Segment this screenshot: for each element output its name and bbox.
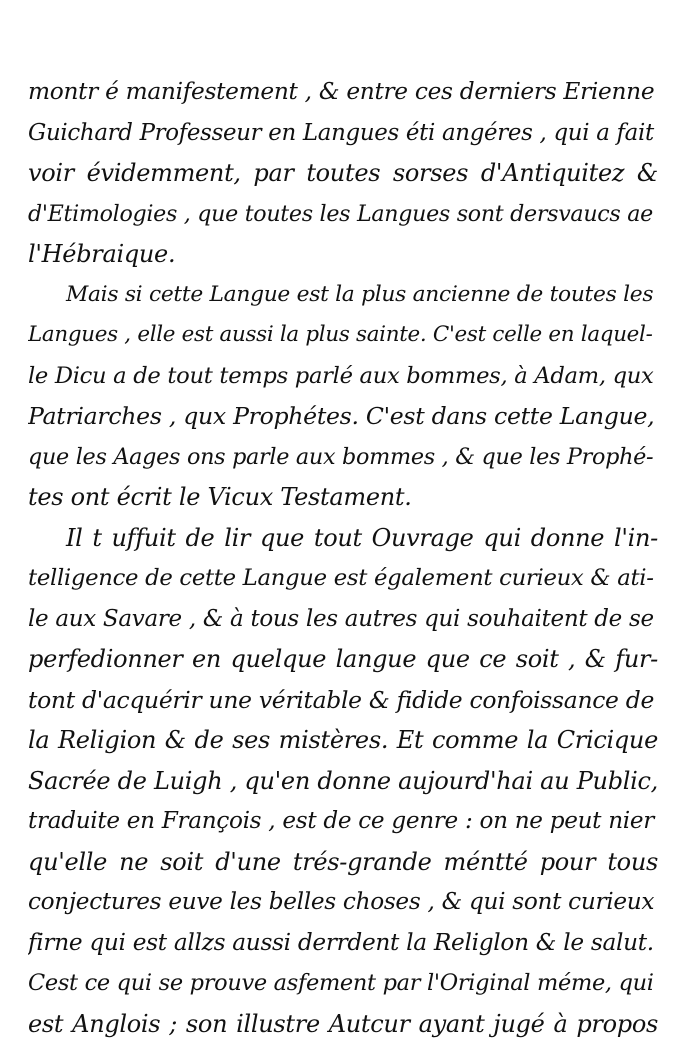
text-line-15: perfedionner en quelque langue que ce soit , & fur- [28, 639, 658, 680]
text-line-7: Langues , elle est aussi la plus sainte. C'est celle en laquel- [28, 315, 658, 356]
text-line-14: le aux Savare , & à tous les autres qui souhaitent de se [28, 599, 658, 640]
text-line-5: l'Hébraique. [28, 234, 658, 275]
text-line-9: Patriarches , qux Prophétes. C'est dans cette Langue, [28, 396, 658, 437]
text-line-6: Mais si cette Langue est la plus ancienne de toutes les [28, 275, 658, 316]
text-line-4: d'Etimologies , que toutes les Langues sont dersvaucs ae [28, 194, 658, 235]
text-line-23: Cest ce qui se prouve asfement par l'Original méme, qui [28, 963, 658, 1004]
text-line-18: Sacrée de Luigh , qu'en donne aujourd'hai au Public, [28, 761, 658, 802]
text-line-3: voir évidemment, par toutes sorses d'Antiquitez & [28, 153, 658, 194]
text-line-20: qu'elle ne soit d'une trés-grande méntté pour tous [28, 842, 658, 883]
text-line-24: est Anglois ; son illustre Autcur ayant jugé à propos [28, 1004, 658, 1044]
text-line-10: que les Aages ons parle aux bommes , & que les Prophé- [28, 437, 658, 478]
text-line-16: tont d'acquérir une véritable & fidide confoissance de [28, 680, 658, 721]
text-line-11: tes ont écrit le Vicux Testament. [28, 477, 658, 518]
text-line-13: telligence de cette Langue est également curieux & ati- [28, 558, 658, 599]
text-line-2: Guichard Professeur en Langues éti angéres , qui a fait [28, 113, 658, 154]
text-line-22: firne qui est allzs aussi derrdent la Religlon & le salut. [28, 923, 658, 964]
text-line-19: traduite en François , est de ce genre : on ne peut nier [28, 801, 658, 842]
text-line-1: montr é manifestement , & entre ces derniers Erienne [28, 72, 658, 113]
text-line-21: conjectures euve les belles choses , & qui sont curieux [28, 882, 658, 923]
text-line-8: le Dicu a de tout temps parlé aux bommes, à Adam, qux [28, 356, 658, 397]
text-line-17: la Religion & de ses mistères. Et comme la Cricique [28, 720, 658, 761]
body-text [28, 72, 658, 1044]
text-line-12: Il t uffuit de lir que tout Ouvrage qui donne l'in- [28, 518, 658, 559]
